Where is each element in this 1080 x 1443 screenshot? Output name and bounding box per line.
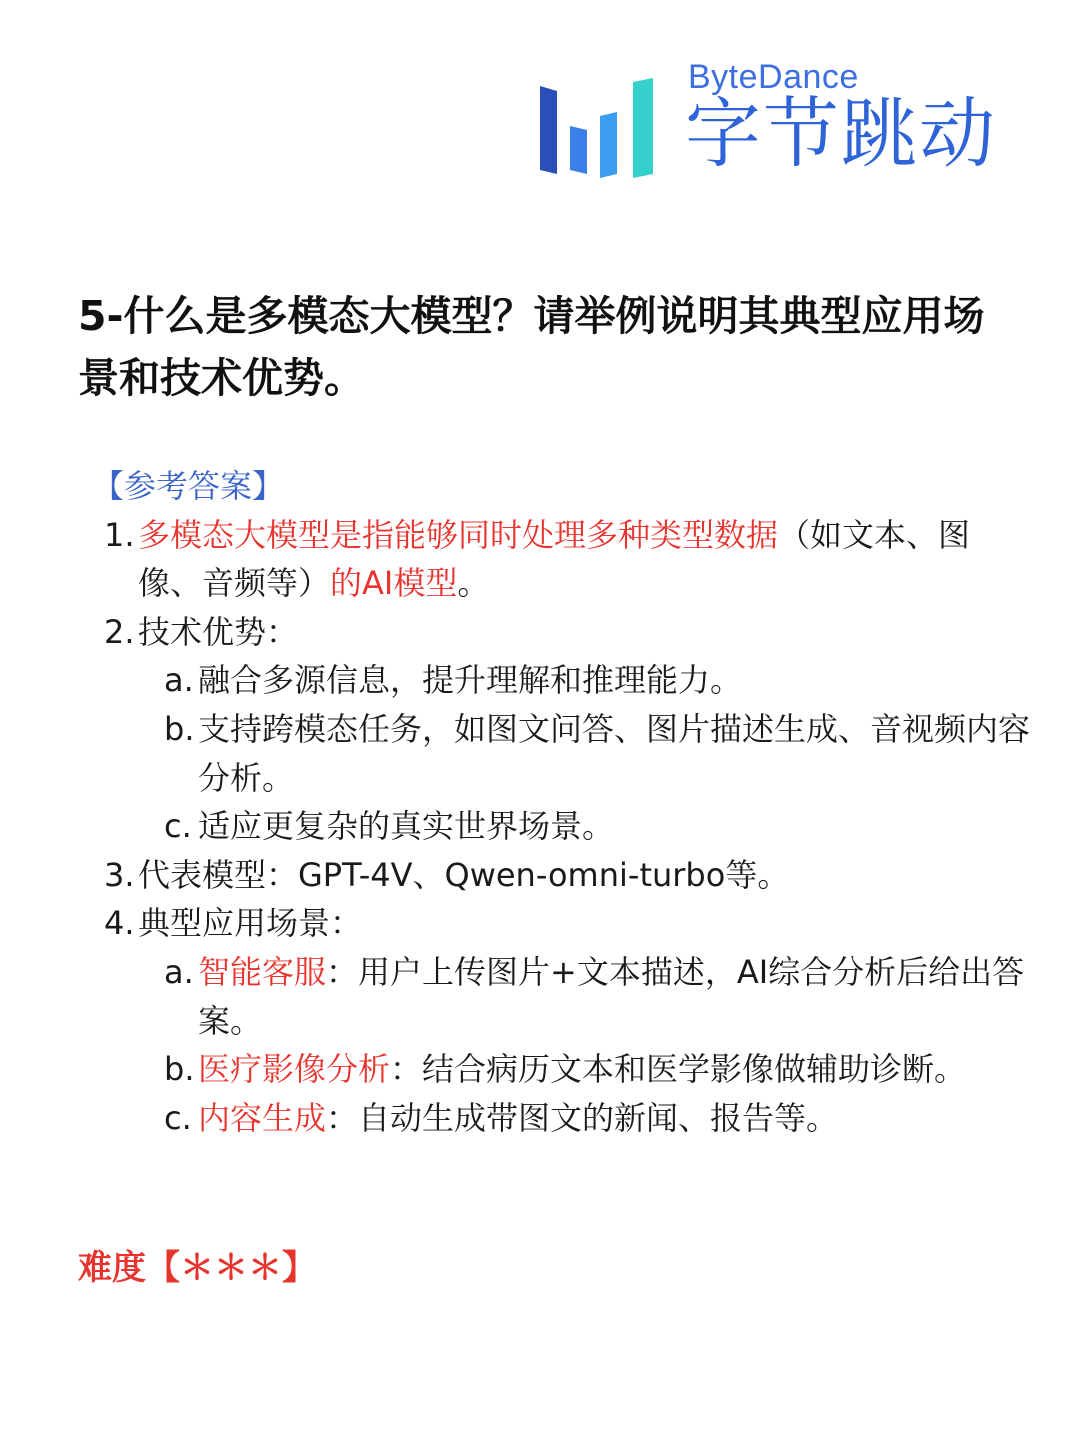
scenario-text: ：自动生成带图文的新闻、报告等。: [326, 1098, 839, 1137]
answer-item-1: [92, 511, 1032, 608]
sub-item: [92, 802, 1032, 851]
bytedance-bars-icon: [540, 78, 655, 178]
sub-item-text: 支持跨模态任务，如图文问答、图片描述生成、音视频内容分析。: [198, 709, 1031, 797]
answer-block: [92, 462, 1032, 1142]
question-title: 5-什么是多模态大模型？请举例说明其典型应用场景和技术优势。: [78, 292, 985, 402]
sub-item: [92, 1045, 1032, 1094]
scenario-text: ：用户上传图片+文本描述，AI综合分析后给出答案。: [198, 952, 1025, 1040]
sub-item-letter: b.: [164, 709, 195, 748]
bytedance-logo: [540, 58, 1020, 188]
scenario-text: ：结合病历文本和医学影像做辅助诊断。: [390, 1050, 967, 1089]
sub-item: [92, 705, 1032, 802]
answer-label: 【参考答案】: [92, 467, 285, 505]
difficulty-rating: 难度【＊＊＊】: [78, 1248, 316, 1288]
definition-ai-model: 的AI模型: [330, 564, 458, 603]
answer-item-3: [92, 851, 1032, 900]
definition-highlight: 多模态大模型是指能够同时处理多种类型数据: [138, 515, 779, 554]
sub-item-letter: b.: [164, 1050, 195, 1089]
item-number: 4.: [104, 904, 135, 943]
sub-item-letter: a.: [164, 952, 194, 991]
item-number: 3.: [104, 855, 135, 894]
sub-item: [92, 656, 1032, 705]
item-text: 典型应用场景：: [138, 904, 363, 943]
sub-item: [92, 948, 1032, 1045]
sub-item-text: 适应更复杂的真实世界场景。: [198, 807, 615, 846]
sub-item-letter: c.: [164, 807, 192, 846]
definition-examples: （如文本、图像、音频等）: [138, 515, 971, 603]
item-number: 1.: [104, 515, 135, 554]
sub-item-letter: a.: [164, 661, 194, 700]
answer-item-2: [92, 608, 1032, 657]
logo-text-en: ByteDance: [688, 58, 859, 96]
logo-text-cn: 字节跳动: [685, 89, 997, 178]
sub-item: [92, 1094, 1032, 1143]
sub-item-text: 融合多源信息，提升理解和推理能力。: [198, 661, 743, 700]
scenario-key: 智能客服: [198, 952, 327, 991]
item-text: 技术优势：: [138, 612, 299, 651]
item-number: 2.: [104, 612, 135, 651]
answer-item-4: [92, 899, 1032, 948]
sub-item-letter: c.: [164, 1098, 192, 1137]
definition-end: 。: [457, 564, 490, 603]
scenario-key: 内容生成: [198, 1098, 327, 1137]
scenario-key: 医疗影像分析: [198, 1050, 391, 1089]
item-text: 代表模型：GPT-4V、Qwen-omni-turbo等。: [138, 855, 790, 894]
